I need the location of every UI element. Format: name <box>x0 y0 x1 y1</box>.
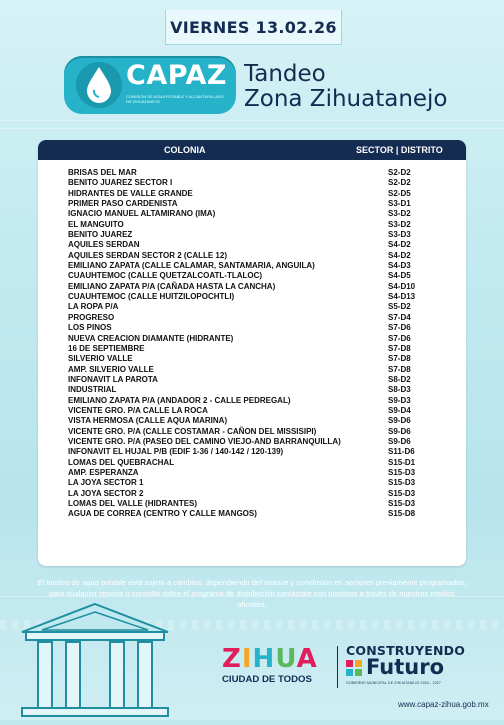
table-row <box>38 240 466 250</box>
table-row <box>38 344 466 354</box>
sector-cell: S7-D4 <box>388 312 411 322</box>
zihua-letter: U <box>275 644 297 674</box>
colonia-cell: AGUA DE CORREA (CENTRO Y CALLE MANGOS) <box>68 509 257 519</box>
colonia-cell: BENITO JUAREZ SECTOR I <box>68 178 173 188</box>
colonia-cell: BRISAS DEL MAR <box>68 168 137 177</box>
colonia-cell: LA ROPA P/A <box>68 302 119 312</box>
colonia-cell: INFONAVIT EL HUJAL P/B (EDIF 1-36 / 140-142 / 120-139) <box>68 447 284 457</box>
table-row <box>38 178 466 188</box>
colonia-cell: INDUSTRIAL <box>68 385 117 395</box>
schedule-table <box>38 140 466 566</box>
sector-cell: S4-D5 <box>388 271 411 281</box>
table-row <box>38 375 466 385</box>
sector-cell: S2-D2 <box>388 168 411 177</box>
table-row <box>38 447 466 457</box>
table-row <box>38 406 466 416</box>
colonia-cell: LOMAS DEL QUEBRACHAL <box>68 457 175 467</box>
municipal-building-icon <box>18 602 172 720</box>
water-drop-icon <box>74 60 124 110</box>
colonia-cell: LA JOYA SECTOR 1 <box>68 478 144 488</box>
futuro-text: Futuro <box>366 655 445 679</box>
table-row <box>38 323 466 333</box>
sector-cell: S7-D8 <box>388 343 411 353</box>
zihua-text <box>222 644 318 674</box>
table-row <box>38 313 466 323</box>
table-row <box>38 230 466 240</box>
table-row <box>38 292 466 302</box>
title-line-1: Tandeo <box>244 61 326 87</box>
sector-cell: S8-D2 <box>388 374 411 384</box>
sector-cell: S4-D2 <box>388 250 411 260</box>
table-row <box>38 302 466 312</box>
disclaimer-text: El tandeo de agua potable está sujeto a cambios, dependiendo del avance y conclusión en sectores previamente programados; para cualquier reporte o consulta sobre el programa de distribución contáctate con nosotros a través de nuestros medios oficiales. <box>37 578 467 609</box>
sector-cell: S9-D6 <box>388 436 411 446</box>
colonia-cell: LOMAS DEL VALLE (HIDRANTES) <box>68 499 198 508</box>
date-banner <box>165 10 342 45</box>
sector-cell: S4-D10 <box>388 281 416 291</box>
sector-cell: S5-D2 <box>388 302 411 312</box>
sector-cell: S9-D4 <box>388 405 411 415</box>
table-row <box>38 458 466 468</box>
sector-cell: S4-D13 <box>388 292 416 302</box>
header-sector: SECTOR | DISTRITO <box>356 145 443 155</box>
table-row <box>38 509 466 519</box>
sector-cell: S7-D6 <box>388 323 411 333</box>
sector-cell: S3-D3 <box>388 230 411 240</box>
sector-cell: S2-D2 <box>388 178 411 188</box>
table-row <box>38 427 466 437</box>
colonia-cell: AQUILES SERDAN <box>68 240 140 250</box>
sector-cell: S15-D3 <box>388 488 416 498</box>
zihua-letter: I <box>241 644 253 674</box>
table-row <box>38 168 466 178</box>
gobierno-text: GOBIERNO MUNICIPAL DE ZIHUATANEJO 2024 - 2027 <box>346 681 441 685</box>
sector-cell: S4-D3 <box>388 261 411 271</box>
colonia-cell: AMP. ESPERANZA <box>68 467 139 477</box>
sector-cell: S9-D6 <box>388 426 411 436</box>
table-row <box>38 354 466 364</box>
colonia-cell: PRIMER PASO CARDENISTA <box>68 199 178 209</box>
table-row <box>38 282 466 292</box>
sector-cell: S4-D2 <box>388 240 411 250</box>
date-text: VIERNES 13.02.26 <box>170 17 337 37</box>
title-line-2: Zona Zihuatanejo <box>244 86 448 112</box>
colonia-cell: HIDRANTES DE VALLE GRANDE <box>68 188 193 198</box>
sector-cell: S3-D2 <box>388 219 411 229</box>
futuro-logo-icon <box>346 660 362 676</box>
colonia-cell: AQUILES SERDAN SECTOR 2 (CALLE 12) <box>68 250 227 260</box>
table-row <box>38 261 466 271</box>
zihua-letter: Z <box>222 644 242 674</box>
table-row <box>38 251 466 261</box>
table-row <box>38 468 466 478</box>
sector-cell: S3-D1 <box>388 199 411 209</box>
colonia-cell: EL MANGUITO <box>68 219 124 229</box>
sector-cell: S9-D6 <box>388 416 411 426</box>
colonia-cell: IGNACIO MANUEL ALTAMIRANO (IMA) <box>68 209 216 219</box>
table-row <box>38 478 466 488</box>
colonia-cell: VICENTE GRO. P/A (PASEO DEL CAMINO VIEJO-AND BARRANQUILLA) <box>68 436 341 446</box>
sector-cell: S11-D6 <box>388 447 415 457</box>
colonia-cell: LA JOYA SECTOR 2 <box>68 488 144 498</box>
construyendo-text: CONSTRUYENDO <box>346 643 466 658</box>
table-body <box>38 168 466 520</box>
table-row <box>38 209 466 219</box>
website-url[interactable]: www.capaz-zihua.gob.mx <box>398 700 489 709</box>
sector-cell: S15-D8 <box>388 509 416 519</box>
table-row <box>38 416 466 426</box>
sector-cell: S2-D5 <box>388 188 411 198</box>
sector-cell: S15-D3 <box>388 499 416 508</box>
table-row <box>38 437 466 447</box>
table-row <box>38 199 466 209</box>
colonia-cell: CUAUHTEMOC (CALLE HUITZILOPOCHTLI) <box>68 292 235 302</box>
capaz-subtitle: COMISIÓN DE AGUA POTABLE Y ALCANTARILLADO DE ZIHUATANEJO <box>126 94 224 104</box>
page-title <box>244 62 448 112</box>
sector-cell: S7-D8 <box>388 354 411 364</box>
colonia-cell: EMILIANO ZAPATA (CALLE CALAMAR, SANTAMARIA, ANGUILA) <box>68 261 315 271</box>
colonia-cell: INFONAVIT LA PAROTA <box>68 374 158 384</box>
table-row <box>38 499 466 509</box>
table-row <box>38 220 466 230</box>
colonia-cell: AMP. SILVERIO VALLE <box>68 364 154 374</box>
table-row <box>38 385 466 395</box>
colonia-cell: PROGRESO <box>68 312 115 322</box>
capaz-name: CAPAZ <box>126 60 227 91</box>
colonia-cell: VICENTE GRO. P/A CALLE LA ROCA <box>68 405 208 415</box>
sector-cell: S7-D8 <box>388 364 411 374</box>
zihua-letter: A <box>296 644 318 674</box>
colonia-cell: BENITO JUAREZ <box>68 230 133 240</box>
table-row <box>38 271 466 281</box>
colonia-cell: EMILIANO ZAPATA P/A (ANDADOR 2 - CALLE PEDREGAL) <box>68 395 291 405</box>
colonia-cell: VICENTE GRO. P/A (CALLE COSTAMAR - CAÑON DEL MISSISIPI) <box>68 426 317 436</box>
sector-cell: S7-D6 <box>388 333 411 343</box>
sector-cell: S9-D3 <box>388 395 411 405</box>
sector-cell: S15-D3 <box>388 467 416 477</box>
table-row <box>38 334 466 344</box>
background-line <box>0 120 504 121</box>
colonia-cell: NUEVA CREACION DIAMANTE (HIDRANTE) <box>68 333 234 343</box>
background-line <box>0 128 504 129</box>
ciudad-de-todos: CIUDAD DE TODOS <box>222 674 312 685</box>
table-row <box>38 489 466 499</box>
table-row <box>38 189 466 199</box>
header-colonia: COLONIA <box>164 145 206 155</box>
sector-cell: S15-D1 <box>388 457 416 467</box>
zihua-logo <box>222 644 318 674</box>
colonia-cell: CUAUHTEMOC (CALLE QUETZALCOATL-TLALOC) <box>68 271 263 281</box>
table-row <box>38 396 466 406</box>
table-header <box>38 140 466 160</box>
sector-cell: S15-D3 <box>388 478 416 488</box>
zihua-letter: H <box>252 644 276 674</box>
colonia-cell: SILVERIO VALLE <box>68 354 133 364</box>
sector-cell: S8-D3 <box>388 385 411 395</box>
colonia-cell: 16 DE SEPTIEMBRE <box>68 343 145 353</box>
table-row <box>38 365 466 375</box>
colonia-cell: LOS PINOS <box>68 323 112 333</box>
colonia-cell: EMILIANO ZAPATA P/A (CAÑADA HASTA LA CANCHA) <box>68 281 276 291</box>
footer-divider <box>337 646 338 688</box>
colonia-cell: VISTA HERMOSA (CALLE AQUA MARINA) <box>68 416 228 426</box>
sector-cell: S3-D2 <box>388 209 411 219</box>
